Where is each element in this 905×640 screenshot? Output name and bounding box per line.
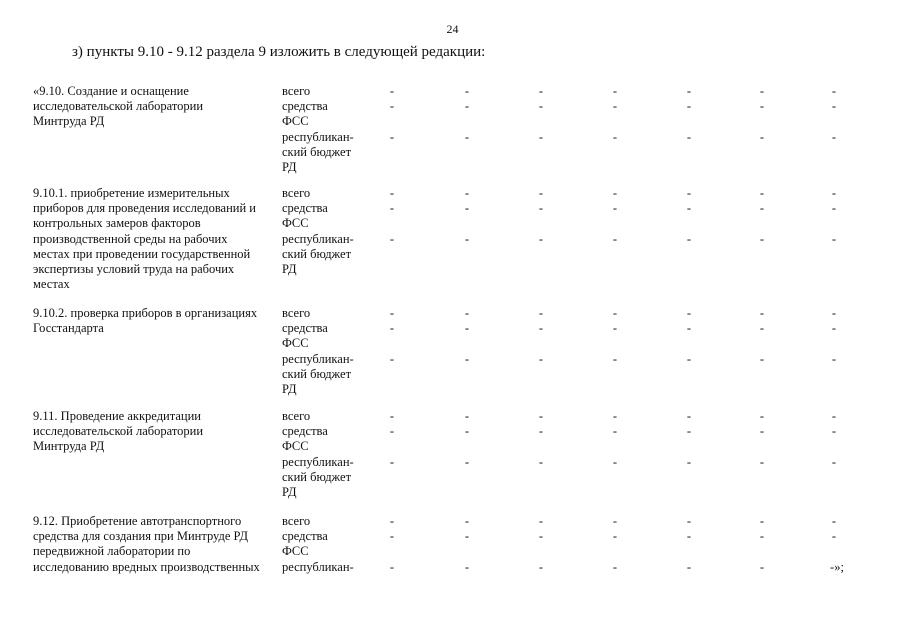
empty-value-dash: -: [686, 231, 692, 246]
empty-value-dash: -: [831, 99, 837, 114]
funding-source-line: республикан-: [282, 129, 354, 144]
empty-value-dash: -: [831, 186, 837, 200]
description-line: местах: [33, 277, 70, 292]
empty-value-dash: -: [612, 231, 618, 246]
empty-value-dash: -: [464, 409, 470, 423]
description-line: исследовательской лаборатории: [33, 99, 204, 114]
funding-source-line: ФСС: [282, 544, 309, 559]
description-line: приборов для проведения исследований и: [33, 201, 256, 216]
empty-value-dash: -: [759, 321, 765, 336]
empty-value-dash: -: [686, 454, 692, 469]
funding-source-line: средства: [282, 529, 328, 544]
empty-value-dash: -: [759, 201, 765, 216]
description-line: местах при проведении государственной: [33, 246, 251, 261]
empty-value-dash: -: [831, 351, 837, 366]
funding-source-line: всего: [282, 409, 311, 423]
empty-value-dash: -: [464, 351, 470, 366]
empty-value-dash: -: [831, 306, 837, 320]
funding-source-line: РД: [282, 160, 297, 174]
empty-value-dash: -: [612, 409, 618, 423]
empty-value-dash: -: [686, 129, 692, 144]
empty-value-dash: -: [538, 351, 544, 366]
funding-source-line: ФСС: [282, 216, 309, 231]
empty-value-dash: -: [686, 84, 692, 98]
empty-value-dash: -: [389, 529, 395, 544]
empty-value-dash: -: [686, 409, 692, 423]
empty-value-dash: -: [686, 99, 692, 114]
empty-value-dash: -: [831, 84, 837, 98]
empty-value-dash: -: [831, 454, 837, 469]
funding-source-line: республикан-: [282, 231, 354, 246]
funding-source-line: ФСС: [282, 439, 309, 454]
empty-value-dash: -: [389, 351, 395, 366]
empty-value-dash: -: [686, 186, 692, 200]
empty-value-dash: -: [686, 351, 692, 366]
empty-value-dash: -: [538, 99, 544, 114]
empty-value-dash: -: [389, 514, 395, 528]
description-line: производственной среды на рабочих: [33, 231, 228, 246]
page-number: 24: [446, 22, 459, 36]
empty-value-dash: -: [759, 559, 765, 574]
empty-value-dash: -: [686, 424, 692, 439]
funding-source-line: средства: [282, 99, 328, 114]
funding-source-line: всего: [282, 186, 311, 200]
funding-source-line: РД: [282, 262, 297, 276]
empty-value-dash: -: [759, 129, 765, 144]
description-line: средства для создания при Минтруде РД: [33, 529, 249, 544]
empty-value-dash: -: [464, 129, 470, 144]
empty-value-dash: -: [831, 409, 837, 423]
empty-value-dash: -: [538, 231, 544, 246]
empty-value-dash: -: [759, 231, 765, 246]
funding-source-line: ФСС: [282, 114, 309, 129]
description-line: передвижной лаборатории по: [33, 544, 191, 559]
empty-value-dash: -: [538, 424, 544, 439]
description-line: 9.10.1. приобретение измерительных: [33, 186, 230, 200]
empty-value-dash: -: [686, 201, 692, 216]
empty-value-dash: -: [538, 186, 544, 200]
empty-value-dash: -: [686, 321, 692, 336]
funding-source-line: ский бюджет: [282, 144, 352, 159]
empty-value-dash: -: [464, 529, 470, 544]
empty-value-dash: -: [538, 529, 544, 544]
empty-value-dash: -: [759, 424, 765, 439]
description-line: исследованию вредных производственных: [33, 559, 260, 574]
empty-value-dash: -: [389, 409, 395, 423]
empty-value-dash: -: [464, 201, 470, 216]
funding-source-line: ский бюджет: [282, 366, 352, 381]
empty-value-dash: -: [831, 231, 837, 246]
funding-source-line: ский бюджет: [282, 469, 352, 484]
empty-value-dash: -: [831, 201, 837, 216]
empty-value-dash: -: [831, 514, 837, 528]
item-description: [33, 306, 271, 336]
empty-value-dash: -: [759, 84, 765, 98]
empty-value-dash: -: [612, 201, 618, 216]
empty-value-dash: -: [538, 306, 544, 320]
empty-value-dash: -: [759, 306, 765, 320]
empty-value-dash: -: [389, 84, 395, 98]
description-line: 9.12. Приобретение автотранспортного: [33, 514, 242, 528]
funding-source-line: республикан-: [282, 351, 354, 366]
funding-source-line: средства: [282, 321, 328, 336]
funding-source-line: средства: [282, 201, 328, 216]
funding-source-line: ский бюджет: [282, 246, 352, 261]
empty-value-dash: -: [759, 351, 765, 366]
empty-value-dash: -: [612, 514, 618, 528]
empty-value-dash: -: [686, 306, 692, 320]
empty-value-dash: -: [612, 351, 618, 366]
empty-value-dash: -: [389, 231, 395, 246]
empty-value-dash: -: [389, 424, 395, 439]
funding-source-line: республикан-: [282, 559, 354, 574]
description-line: «9.10. Создание и оснащение: [33, 84, 189, 98]
empty-value-dash: -: [389, 186, 395, 200]
description-line: экспертизы условий труда на рабочих: [33, 262, 235, 277]
item-description: [33, 84, 271, 130]
item-description: [33, 514, 271, 575]
description-line: Минтруда РД: [33, 439, 105, 454]
empty-value-dash: -: [389, 129, 395, 144]
funding-source-line: РД: [282, 382, 297, 396]
empty-value-dash: -: [759, 514, 765, 528]
empty-value-dash: -: [464, 559, 470, 574]
empty-value-dash: -: [759, 529, 765, 544]
empty-value-dash: -: [464, 231, 470, 246]
empty-value-dash: -: [389, 559, 395, 574]
empty-value-dash: -: [831, 529, 837, 544]
description-line: 9.11. Проведение аккредитации: [33, 409, 201, 423]
funding-source-line: всего: [282, 84, 311, 98]
empty-value-dash: -: [831, 129, 837, 144]
empty-value-dash: -: [464, 514, 470, 528]
funding-source-line: РД: [282, 485, 297, 499]
empty-value-dash: -: [389, 306, 395, 320]
empty-value-dash: -: [612, 321, 618, 336]
empty-value-dash: -: [612, 454, 618, 469]
empty-value-dash: -: [759, 409, 765, 423]
empty-value-dash: -: [464, 99, 470, 114]
empty-value-dash: -: [389, 201, 395, 216]
empty-value-dash: -: [464, 424, 470, 439]
empty-value-dash: -: [464, 321, 470, 336]
empty-value-dash: -: [538, 454, 544, 469]
empty-value-dash: -: [831, 321, 837, 336]
description-line: Госстандарта: [33, 321, 104, 336]
funding-source-line: всего: [282, 306, 311, 320]
empty-value-dash: -: [686, 529, 692, 544]
item-description: [33, 186, 271, 292]
funding-source-line: республикан-: [282, 454, 354, 469]
empty-value-dash: -: [464, 84, 470, 98]
empty-value-dash: -: [612, 129, 618, 144]
empty-value-dash: -: [464, 454, 470, 469]
empty-value-dash: -: [831, 424, 837, 439]
empty-value-dash: -: [538, 559, 544, 574]
empty-value-dash: -: [464, 186, 470, 200]
empty-value-dash: -: [538, 409, 544, 423]
funding-source-line: средства: [282, 424, 328, 439]
empty-value-dash: -: [389, 321, 395, 336]
empty-value-dash: -: [538, 321, 544, 336]
empty-value-dash: -: [389, 454, 395, 469]
empty-value-dash: -: [759, 99, 765, 114]
empty-value-dash: -: [538, 514, 544, 528]
funding-source-line: ФСС: [282, 336, 309, 351]
empty-value-dash: -: [612, 84, 618, 98]
empty-value-dash: -: [612, 529, 618, 544]
empty-value-dash: -: [612, 186, 618, 200]
empty-value-dash: -: [612, 559, 618, 574]
empty-value-dash: -: [538, 129, 544, 144]
empty-value-dash: -: [464, 306, 470, 320]
amendment-intro: з) пункты 9.10 - 9.12 раздела 9 изложить в следующей редакции:: [72, 44, 486, 60]
empty-value-dash: -: [538, 84, 544, 98]
empty-value-dash: -: [389, 99, 395, 114]
empty-value-dash: -: [686, 514, 692, 528]
description-line: исследовательской лаборатории: [33, 424, 204, 439]
funding-source-line: всего: [282, 514, 311, 528]
description-line: контрольных замеров факторов: [33, 216, 201, 231]
empty-value-dash: -: [612, 306, 618, 320]
empty-value-dash: -: [612, 99, 618, 114]
empty-value-dash: -: [686, 559, 692, 574]
empty-value-dash: -: [759, 186, 765, 200]
empty-value-dash: -: [759, 454, 765, 469]
empty-value-dash: -: [538, 201, 544, 216]
item-description: [33, 409, 271, 455]
empty-value-dash: -: [612, 424, 618, 439]
description-line: 9.10.2. проверка приборов в организациях: [33, 306, 258, 320]
closing-quote-mark: -»;: [830, 559, 844, 574]
description-line: Минтруда РД: [33, 114, 105, 129]
